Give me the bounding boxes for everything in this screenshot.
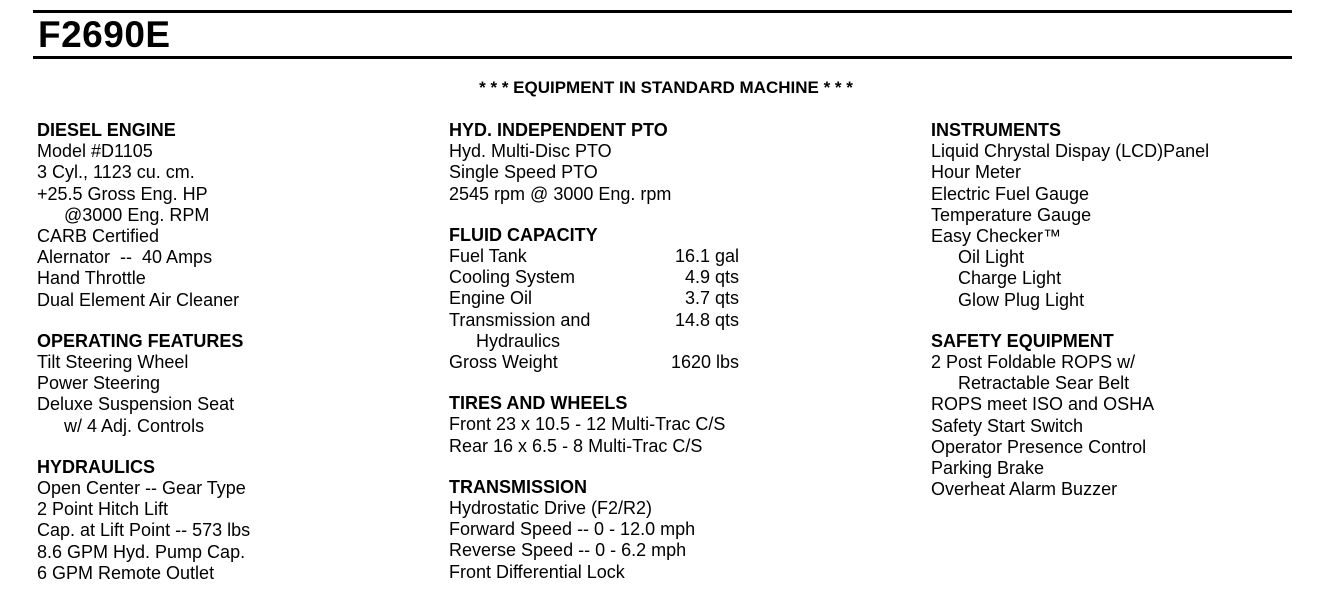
spec-line: Forward Speed -- 0 - 12.0 mph [449, 519, 696, 540]
spec-line: Overheat Alarm Buzzer [931, 479, 1118, 500]
top-rule [33, 10, 1292, 13]
page-title: F2690E [38, 14, 171, 55]
section-diesel-engine [37, 120, 417, 311]
spec-line: 2 Point Hitch Lift [37, 499, 169, 520]
spec-line: Cap. at Lift Point -- 573 lbs [37, 520, 251, 541]
section-operating-features [37, 331, 417, 437]
section-fluid-capacity [449, 225, 889, 373]
fluid-label: Fuel Tank [449, 246, 527, 267]
spec-line: Alernator -- 40 Amps [37, 247, 213, 268]
section-safety-equipment [931, 331, 1321, 501]
spec-line: 2545 rpm @ 3000 Eng. rpm [449, 183, 672, 204]
spec-line: Model #D1105 [37, 141, 153, 162]
spec-line: Charge Light [958, 268, 1062, 289]
spec-line: Liquid Chrystal Dispay (LCD)Panel [931, 141, 1210, 162]
column-left [37, 120, 417, 604]
fluid-label: Gross Weight [449, 352, 558, 373]
section-heading: INSTRUMENTS [931, 120, 1061, 140]
spec-line: Front Differential Lock [449, 561, 625, 582]
section-instruments [931, 120, 1321, 311]
spec-line: 3 Cyl., 1123 cu. cm. [37, 162, 195, 183]
spec-line: 8.6 GPM Hyd. Pump Cap. [37, 541, 246, 562]
spec-line: Safety Start Switch [931, 415, 1084, 436]
fluid-row [449, 310, 889, 331]
section-heading: HYDRAULICS [37, 456, 156, 477]
equipment-subtitle: * * * EQUIPMENT IN STANDARD MACHINE * * * [479, 78, 853, 97]
fluid-value: 1620 lbs [670, 352, 739, 373]
spec-line: Hydrostatic Drive (F2/R2) [449, 498, 653, 519]
spec-line: Reverse Speed -- 0 - 6.2 mph [449, 540, 687, 561]
section-hyd-independent-pto [449, 120, 889, 205]
spec-line: CARB Certified [37, 226, 160, 247]
fluid-label: Cooling System [449, 267, 576, 288]
column-right [931, 120, 1321, 520]
fluid-value [666, 331, 766, 352]
fluid-row [449, 352, 889, 373]
section-heading: OPERATING FEATURES [37, 330, 244, 351]
column-middle [449, 120, 889, 603]
spec-line: 2 Post Foldable ROPS w/ [931, 352, 1136, 373]
section-heading: FLUID CAPACITY [449, 224, 598, 245]
fluid-row [449, 246, 889, 267]
section-heading: SAFETY EQUIPMENT [931, 330, 1114, 351]
section-transmission [449, 477, 889, 583]
fluid-row [449, 331, 889, 352]
section-heading: HYD. INDEPENDENT PTO [449, 120, 668, 140]
spec-line: Rear 16 x 6.5 - 8 Multi-Trac C/S [449, 435, 703, 456]
spec-line: Open Center -- Gear Type [37, 478, 246, 499]
spec-line: +25.5 Gross Eng. HP [37, 183, 208, 204]
spec-line: ROPS meet ISO and OSHA [931, 394, 1155, 415]
spec-line: Glow Plug Light [958, 289, 1085, 310]
spec-line: Power Steering [37, 373, 161, 394]
spec-line: 6 GPM Remote Outlet [37, 562, 215, 583]
spec-line: Operator Presence Control [931, 436, 1147, 457]
spec-line: Dual Element Air Cleaner [37, 289, 240, 310]
spec-line: Parking Brake [931, 458, 1045, 479]
section-heading: DIESEL ENGINE [37, 120, 176, 140]
spec-line: Temperature Gauge [931, 204, 1092, 225]
section-hydraulics [37, 457, 417, 584]
fluid-label: Engine Oil [449, 288, 533, 309]
fluid-value: 16.1 gal [674, 246, 739, 267]
spec-line: Retractable Sear Belt [958, 373, 1130, 394]
section-heading: TRANSMISSION [449, 476, 588, 497]
fluid-value: 14.8 qts [674, 309, 739, 330]
spec-line: w/ 4 Adj. Controls [64, 415, 205, 436]
spec-line: Hour Meter [931, 162, 1022, 183]
spec-line: Oil Light [958, 247, 1025, 268]
spec-line: Easy Checker™ [931, 226, 1062, 247]
fluid-value: 3.7 qts [684, 288, 739, 309]
title-underline-rule [33, 56, 1292, 59]
fluid-value: 4.9 qts [684, 267, 739, 288]
fluid-label: Transmission and [449, 309, 591, 330]
spec-line: Deluxe Suspension Seat [37, 394, 235, 415]
spec-line: @3000 Eng. RPM [64, 204, 210, 225]
spec-line: Hand Throttle [37, 268, 146, 289]
spec-line: Electric Fuel Gauge [931, 183, 1090, 204]
section-heading: TIRES AND WHEELS [449, 393, 628, 414]
fluid-row [449, 288, 889, 309]
spec-line: Front 23 x 10.5 - 12 Multi-Trac C/S [449, 414, 726, 435]
section-tires-and-wheels [449, 393, 889, 457]
spec-line: Hyd. Multi-Disc PTO [449, 141, 612, 162]
fluid-row [449, 267, 889, 288]
spec-line: Tilt Steering Wheel [37, 352, 189, 373]
spec-line: Single Speed PTO [449, 162, 598, 183]
fluid-label: Hydraulics [476, 330, 561, 351]
